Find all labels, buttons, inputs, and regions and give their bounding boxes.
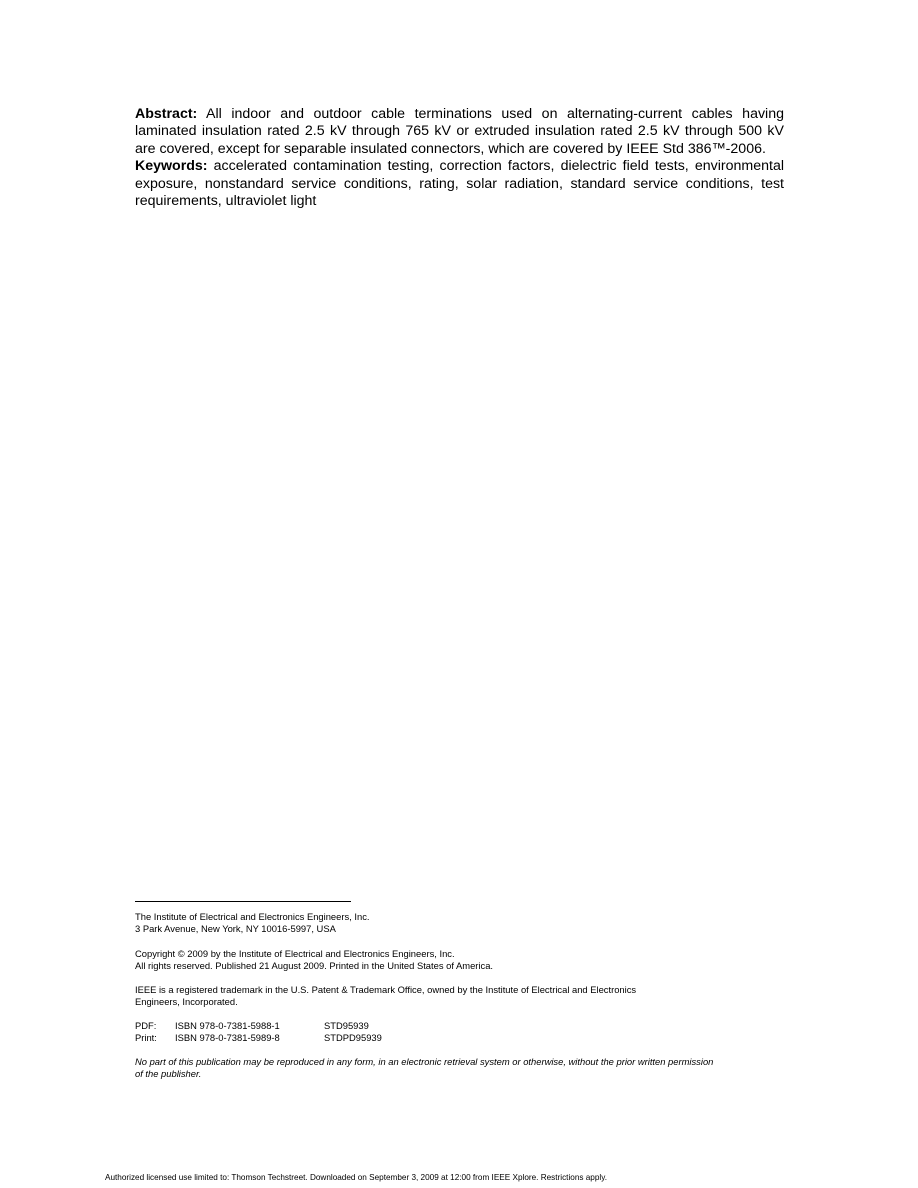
isbn-format: PDF:: [135, 1020, 157, 1031]
trademark-line-2: Engineers, Incorporated.: [135, 996, 238, 1007]
publisher-address: 3 Park Avenue, New York, NY 10016-5997, USA: [135, 923, 336, 934]
isbn-code: STD95939: [324, 1020, 369, 1031]
rights-line: All rights reserved. Published 21 August 2009. Printed in the United States of America.: [135, 960, 494, 971]
publisher-info: [135, 911, 795, 935]
isbn-format: Print:: [135, 1032, 157, 1043]
isbn-number: ISBN 978-0-7381-5989-8: [175, 1032, 280, 1043]
isbn-number: ISBN 978-0-7381-5988-1: [175, 1020, 280, 1031]
copyright-info: [135, 948, 795, 972]
isbn-table: [135, 1020, 795, 1044]
trademark-line-1: IEEE is a registered trademark in the U.S. Patent & Trademark Office, owned by the Institute of Electrical and Electronics: [135, 984, 637, 995]
notice-line-1: No part of this publication may be reproduced in any form, in an electronic retrieval system or otherwise, without the prior written permission: [135, 1056, 714, 1067]
abstract-paragraph: [135, 106, 784, 158]
footnote-divider: [135, 901, 351, 902]
notice-line-2: of the publisher.: [135, 1068, 202, 1079]
keywords-text: accelerated contamination testing, correction factors, dielectric field tests, environmental exposure, nonstandard service conditions, rating, solar radiation, standard service conditions, test requirements, ultraviolet light: [135, 158, 784, 210]
isbn-row-pdf: [135, 1020, 795, 1032]
isbn-code: STDPD95939: [324, 1032, 382, 1043]
abstract-label: Abstract:: [135, 106, 198, 122]
reproduction-notice: [135, 1056, 805, 1080]
authorization-footer: Authorized licensed use limited to: Thomson Techstreet. Downloaded on September 3, 2009 at 12:00 from IEEE Xplore. Restrictions apply.: [105, 1173, 607, 1182]
abstract-section: [135, 106, 784, 210]
trademark-info: [135, 984, 795, 1008]
isbn-row-print: [135, 1032, 795, 1044]
keywords-paragraph: [135, 158, 784, 210]
copyright-line: Copyright © 2009 by the Institute of Electrical and Electronics Engineers, Inc.: [135, 948, 455, 959]
abstract-text: All indoor and outdoor cable terminations used on alternating-current cables having laminated insulation rated 2.5 kV through 765 kV or extruded insulation rated 2.5 kV through 500 kV are covered, except for separable insulated connectors, which are covered by IEEE Std 386™-2006.: [135, 106, 784, 157]
keywords-label: Keywords:: [135, 158, 208, 175]
publisher-name: The Institute of Electrical and Electronics Engineers, Inc.: [135, 911, 370, 922]
